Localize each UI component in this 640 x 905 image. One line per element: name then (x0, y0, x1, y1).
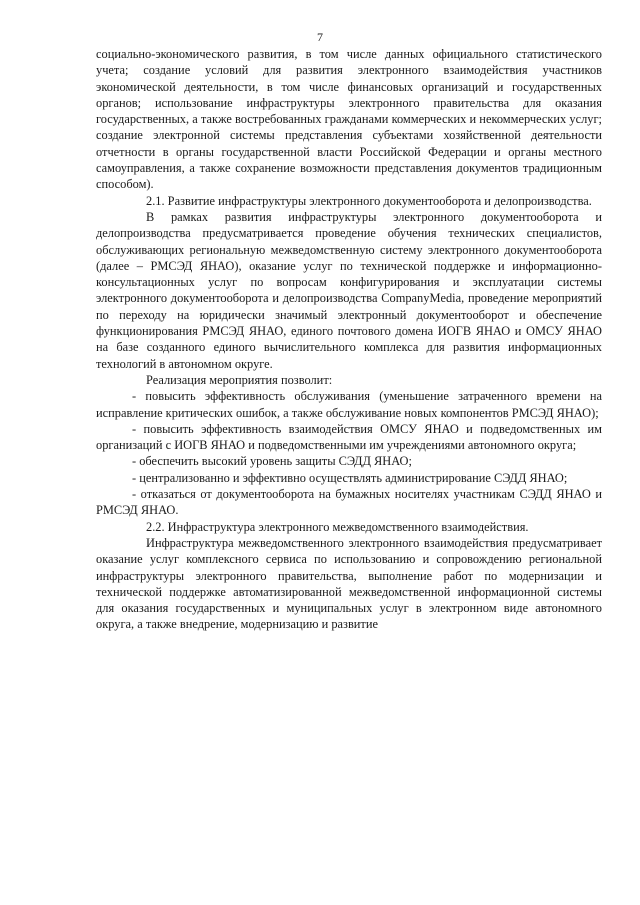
list-item: - повысить эффективность взаимодействия ОМСУ ЯНАО и подведомственных им организаций с ИОГВ ЯНАО и подведомственными им учреждениями автономного округа; (96, 421, 602, 453)
paragraph-2-1-description: В рамках развития инфраструктуры электронного документооборота и делопроизводства предусматривается проведение обучения технических специалистов, обслуживающих региональную межведомственную систему электронного документооборота (далее – РМСЭД ЯНАО), оказание услуг по технической поддержке и информационно-консультационных услуг по вопросам конфигурирования и эксплуатации системы электронного документооборота и делопроизводства CompanyMedia, проведение мероприятий по переходу на юридически значимый электронный документооборот и обеспечение функционирования РМСЭД ЯНАО, единого почтового домена ИОГВ ЯНАО и ОМСУ ЯНАО на базе созданного единого вычислительного комплекса для развития информационных технологий в автономном округе. (96, 209, 602, 371)
list-item: - обеспечить высокий уровень защиты СЭДД ЯНАО; (132, 454, 412, 469)
section-heading-2-1: 2.1. Развитие инфраструктуры электронного документооборота и делопроизводства. (146, 193, 592, 208)
list-item: - отказаться от документооборота на бумажных носителях участникам СЭДД ЯНАО и РМСЭД ЯНАО. (96, 487, 602, 518)
paragraph-outcomes-intro: Реализация мероприятия позволит: (146, 372, 333, 387)
page-number: 7 (317, 30, 323, 44)
list-item: - централизованно и эффективно осуществлять администрирование СЭДД ЯНАО; (132, 470, 568, 485)
list-item: - повысить эффективность обслуживания (уменьшение затраченного времени на исправление критических ошибок, а также обслуживание новых компонентов РМСЭД ЯНАО); (96, 389, 602, 420)
section-heading-2-2: 2.2. Инфраструктура электронного межведомственного взаимодействия. (146, 519, 529, 534)
paragraph-2-2-description: Инфраструктура межведомственного электронного взаимодействия предусматривает оказание услуг комплексного сервиса по использованию и сопровождению региональной инфраструктуры электронного правительства, выполнение работ по модернизации и технической поддержке автоматизированной межведомственной информационной системы для оказания государственных и муниципальных услуг в электронном виде автономного округа, а также внедрение, модернизацию и развитие (96, 535, 602, 632)
document-body (96, 46, 602, 633)
paragraph-intro-continuation: социально-экономического развития, в том числе данных официального статистического учета; создание условий для развития электронного взаимодействия участников экономической деятельности, в том числе финансовых организаций и государственных органов; использование инфраструктуры электронного правительства для оказания государственных, а также востребованных гражданами коммерческих и некоммерческих услуг; создание электронной системы представления субъектами хозяйственной деятельности отчетности в органы государственной власти Российской Федерации и органы местного самоуправления, а также сохранение возможности представления документов традиционным способом). (96, 47, 602, 192)
